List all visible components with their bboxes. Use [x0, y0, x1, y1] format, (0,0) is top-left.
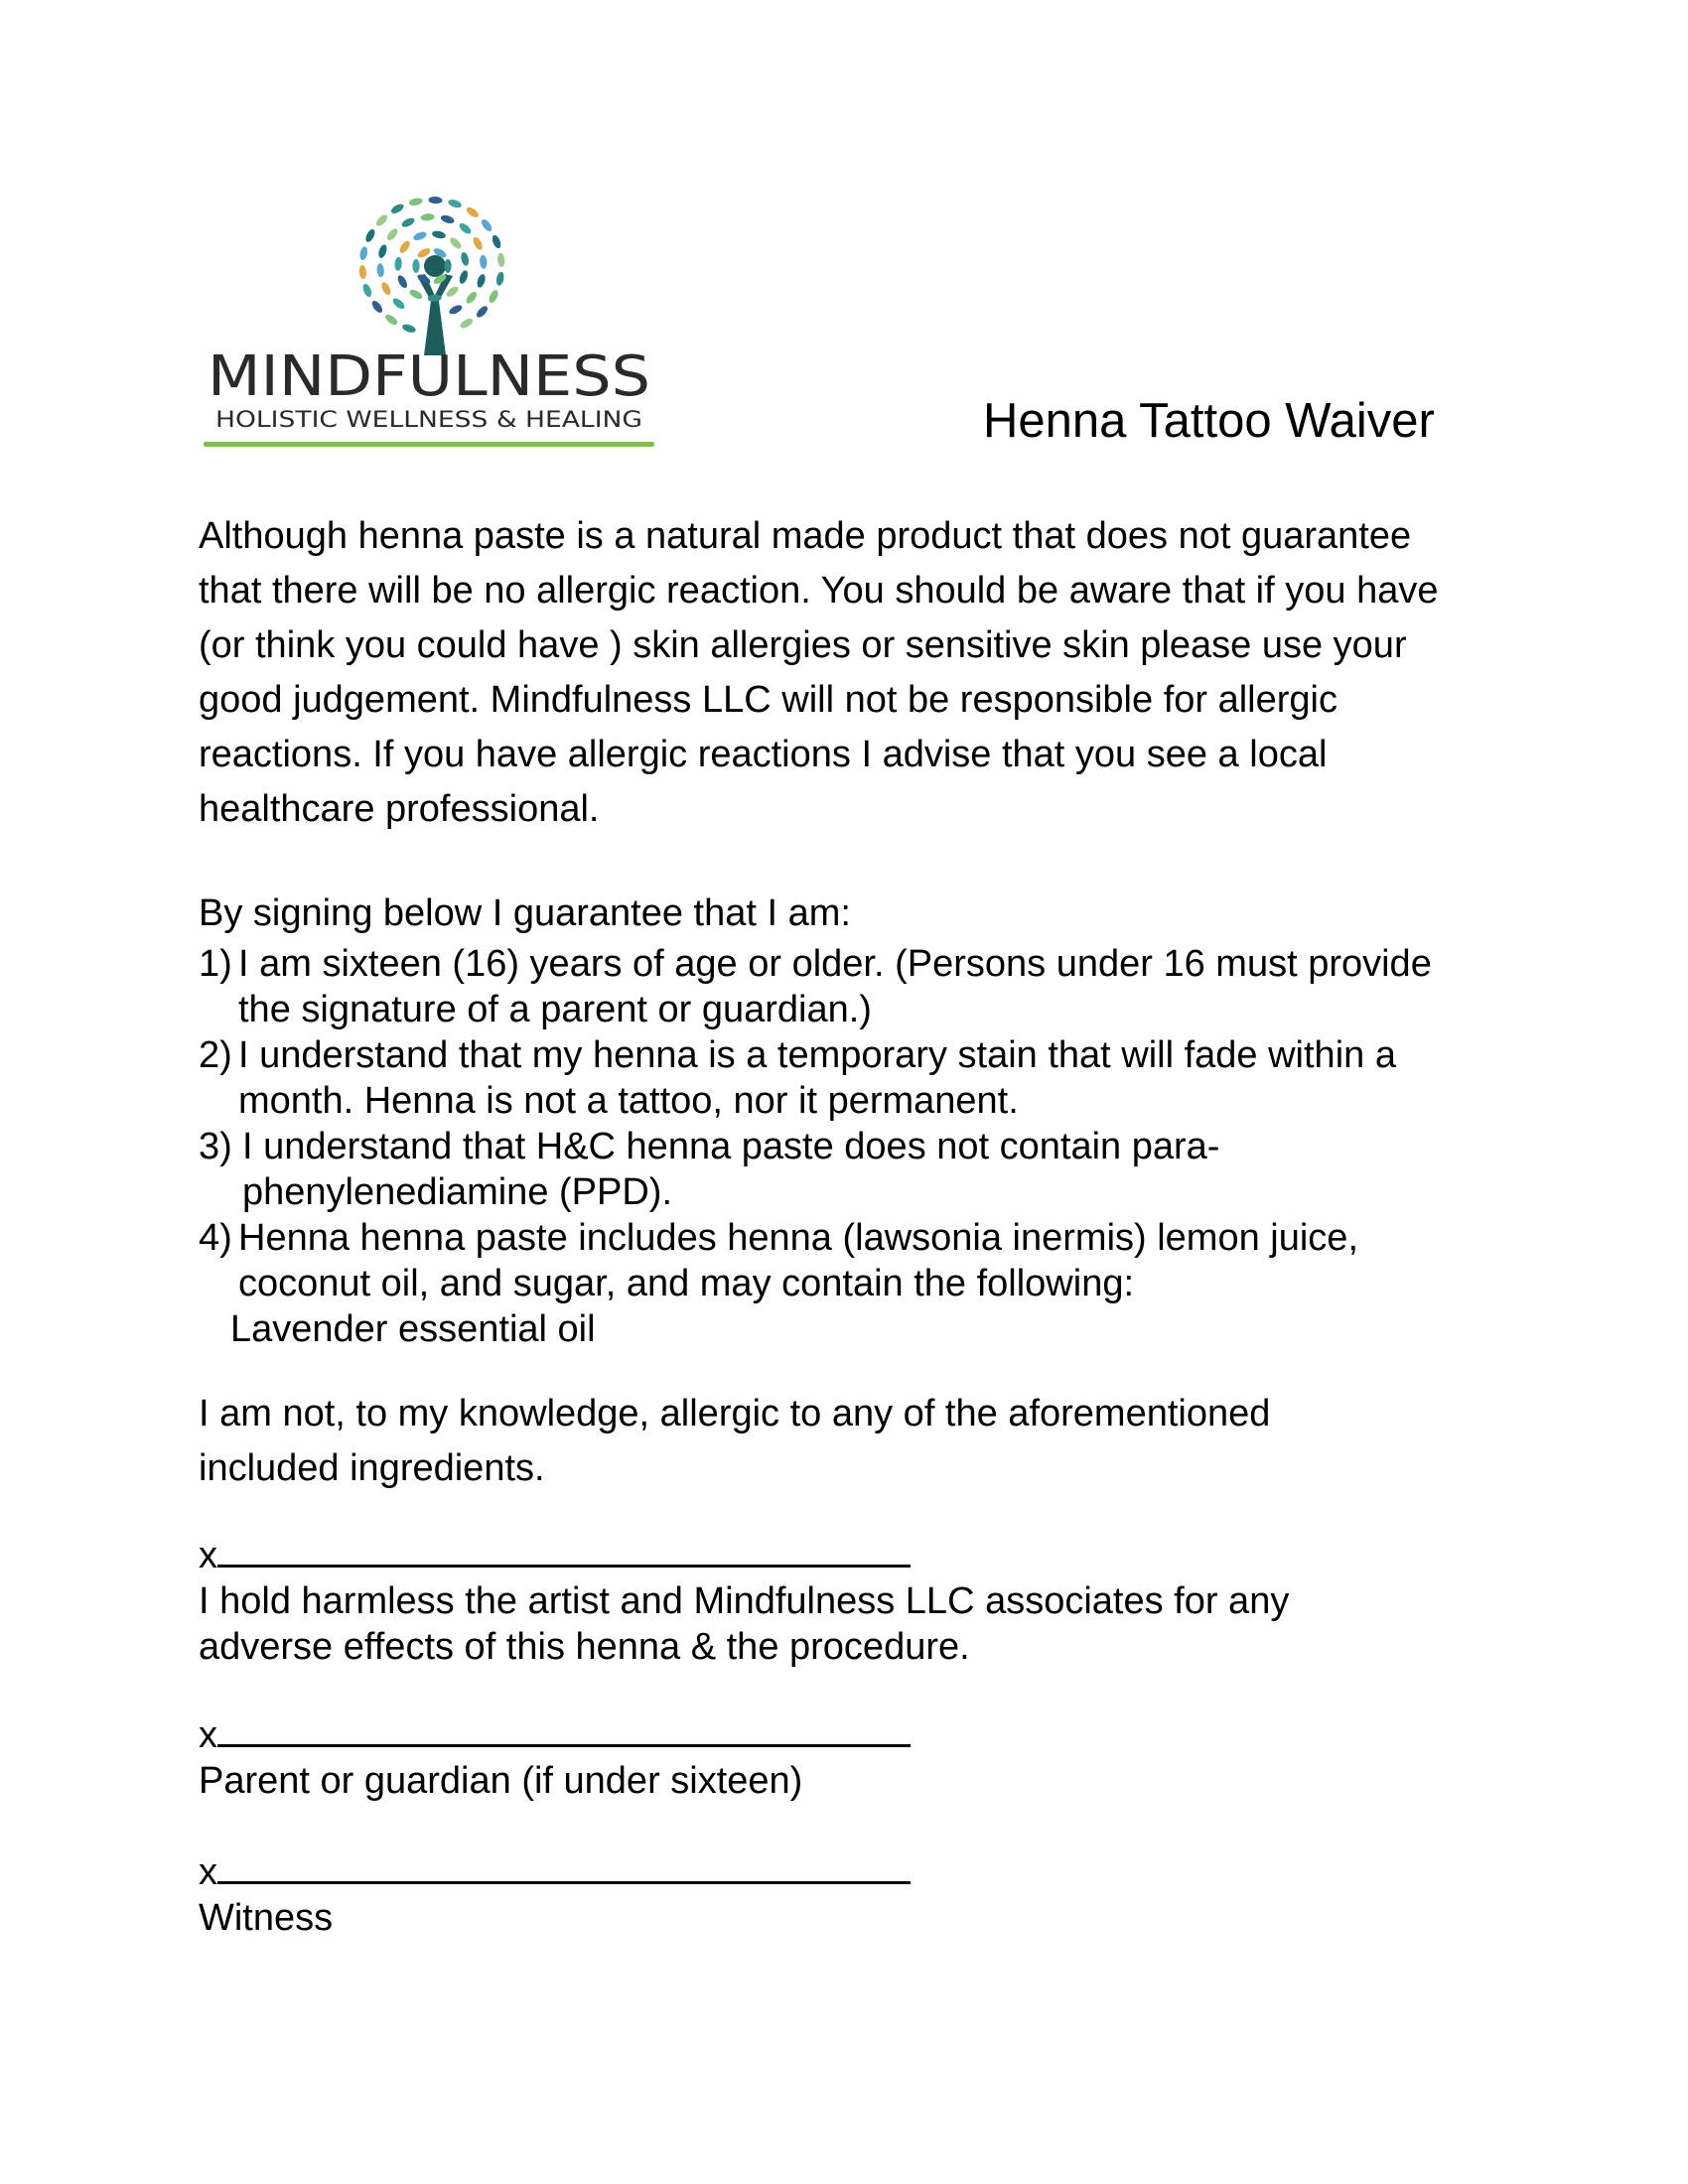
tree-icon — [358, 197, 505, 355]
list-item — [199, 1032, 1489, 1124]
leaf-icon — [448, 236, 463, 251]
list-item-number: 3) — [199, 1126, 232, 1167]
leaf-icon — [358, 265, 366, 280]
leaf-icon — [428, 197, 442, 205]
leaf-icon — [458, 221, 473, 236]
leaf-icon — [361, 283, 373, 299]
list-intro: By signing below I guarantee that I am: — [199, 892, 851, 934]
list-item-text: Henna henna paste includes henna (lawsonia inermis) lemon juice, coconut oil, and sugar, and may contain the following: — [238, 1217, 1358, 1304]
list-item-text: I understand that H&C henna paste does not contain para-phenylenediamine (PPD). — [242, 1126, 1220, 1213]
signature-line-guardian[interactable] — [217, 1710, 911, 1747]
signature-block-client — [199, 1531, 1340, 1670]
leaf-icon — [374, 212, 389, 227]
leaf-icon — [440, 213, 456, 224]
leaf-icon — [465, 205, 481, 219]
company-logo — [201, 197, 657, 455]
leaf-icon — [475, 304, 490, 319]
leaf-icon — [396, 274, 409, 290]
leaf-icon — [480, 255, 488, 270]
signature-marker: x — [199, 1535, 217, 1576]
leaf-icon — [420, 213, 435, 221]
leaf-icon — [401, 323, 417, 334]
leaf-icon — [400, 216, 416, 229]
leaf-icon — [472, 235, 485, 251]
list-item-number: 2) — [199, 1034, 232, 1076]
ingredient-extra: Lavender essential oil — [230, 1308, 596, 1350]
signature-caption: Parent or guardian (if under sixteen) — [199, 1760, 803, 1802]
leaf-icon — [379, 281, 392, 297]
leaf-icon — [389, 203, 405, 215]
leaf-icon — [476, 273, 487, 289]
leaf-icon — [377, 243, 388, 259]
leaf-icon — [459, 317, 475, 330]
leaf-icon — [488, 289, 500, 305]
signature-line-witness[interactable] — [217, 1847, 911, 1884]
leaf-icon — [480, 217, 493, 232]
leaf-icon — [497, 253, 505, 268]
leaf-icon — [445, 285, 461, 299]
page-title: Henna Tattoo Waiver — [983, 394, 1435, 448]
leaf-icon — [460, 251, 470, 266]
list-item-number: 4) — [199, 1217, 232, 1259]
leaf-icon — [408, 288, 424, 301]
leaf-icon — [465, 290, 480, 305]
leaf-icon — [408, 197, 423, 206]
leaf-icon — [444, 259, 451, 273]
signature-line-client[interactable] — [217, 1531, 911, 1568]
leaf-icon — [447, 199, 463, 209]
logo-tagline: HOLISTIC WELLNESS & HEALING — [215, 408, 642, 433]
list-item — [199, 1124, 1489, 1215]
leaf-icon — [448, 304, 464, 317]
allergy-statement: I am not, to my knowledge, allergic to any of the aforementioned included ingredients. — [199, 1393, 1271, 1489]
leaf-icon — [385, 227, 400, 242]
list-item-text: I am sixteen (16) years of age or older. (Persons under 16 must provide the signature of a parent or guardian.) — [238, 943, 1432, 1030]
logo-underline — [204, 442, 654, 447]
intro-paragraph: Although henna paste is a natural made product that does not guarantee that there will be no allergic reaction. You should be aware that if you have (or think you could have ) skin allergies or sensitive skin please use your good judgement. Mindfulness LLC will not be responsible for allergic reactions. If you have allergic reactions I advise that you see a local healthcare professional. — [199, 515, 1439, 830]
list-item — [199, 1215, 1489, 1306]
signature-caption: I hold harmless the artist and Mindfulness LLC associates for any adverse effects of this henna & the procedure. — [199, 1580, 1290, 1668]
leaf-icon — [391, 297, 406, 312]
signature-marker: x — [199, 1714, 217, 1756]
logo-name: MINDFULNESS — [208, 344, 650, 409]
leaf-icon — [458, 269, 470, 285]
leaf-icon — [383, 313, 399, 327]
leaf-icon — [370, 299, 384, 314]
leaf-icon — [412, 230, 428, 242]
leaf-icon — [431, 229, 446, 239]
leaf-icon — [364, 228, 377, 244]
list-item — [199, 941, 1489, 1032]
leaf-icon — [495, 271, 505, 286]
signature-marker: x — [199, 1851, 217, 1893]
list-item-text: I understand that my henna is a temporary stain that will fade within a month. Henna is not a tattoo, nor it permanent. — [238, 1034, 1396, 1122]
signature-block-witness — [199, 1847, 911, 1941]
leaf-icon — [412, 259, 419, 273]
leaf-icon — [358, 246, 368, 261]
list-item-number: 1) — [199, 943, 232, 985]
leaf-icon — [394, 257, 402, 271]
guarantee-list — [199, 941, 1489, 1352]
leaf-icon — [398, 239, 412, 255]
signature-caption: Witness — [199, 1897, 334, 1939]
signature-block-guardian — [199, 1710, 911, 1804]
leaf-icon — [376, 263, 384, 278]
leaf-icon — [491, 234, 502, 250]
